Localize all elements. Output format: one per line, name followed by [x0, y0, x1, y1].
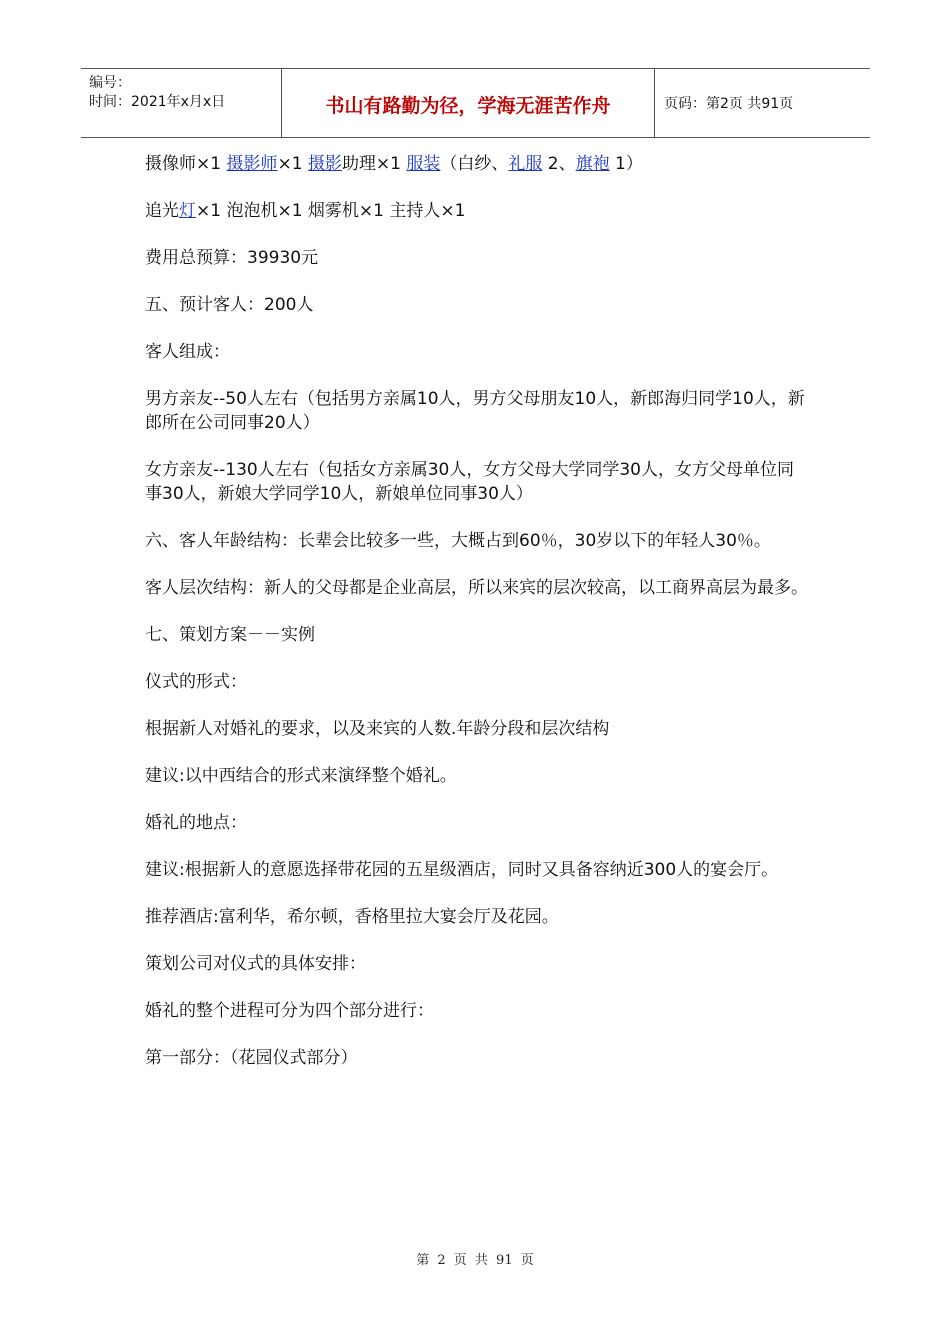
page-footer: 第 2 页 共 91 页	[416, 1253, 534, 1268]
paragraph: 客人层次结构：新人的父母都是企业高层，所以来宾的层次较高，以工商界高层为最多。	[145, 578, 808, 598]
paragraph: 五、预计客人：200人	[145, 295, 314, 315]
paragraph: 建议:以中西结合的形式来演绎整个婚礼。	[145, 766, 457, 786]
paragraph: 女方亲友--130人左右（包括女方亲属30人，女方父母大学同学30人，女方父母单位同事30人，新娘大学同学10人，新娘单位同事30人）	[145, 460, 794, 504]
text-run: ×1	[277, 154, 308, 174]
link-light[interactable]: 灯	[179, 201, 196, 221]
link-gown[interactable]: 礼服	[508, 154, 543, 174]
header-motto-cell	[281, 69, 655, 137]
equipment-line-2	[145, 199, 810, 223]
link-costume[interactable]: 服装	[406, 154, 441, 174]
paragraph: 六、客人年龄结构：长辈会比较多一些，大概占到60％，30岁以下的年轻人30％。	[145, 531, 771, 551]
paragraph: 推荐酒店:富利华，希尔顿，香格里拉大宴会厅及花园。	[145, 907, 559, 927]
document-body	[145, 152, 810, 1093]
text-run: 助理×1	[341, 154, 407, 174]
header-page-cell	[654, 69, 870, 137]
text-run: ×1 泡泡机×1 烟雾机×1 主持人×1	[196, 201, 466, 221]
equipment-line-1	[145, 152, 810, 176]
paragraph: 根据新人对婚礼的要求，以及来宾的人数.年龄分段和层次结构	[145, 719, 610, 739]
text-run: 2、	[542, 154, 576, 174]
paragraph: 客人组成：	[145, 342, 230, 362]
paragraph: 策划公司对仪式的具体安排：	[145, 954, 366, 974]
header-motto: 书山有路勤为径，学海无涯苦作舟	[325, 95, 611, 117]
paragraph: 七、策划方案－－实例	[145, 625, 315, 645]
document-header	[81, 68, 870, 138]
text-run: 追光	[145, 201, 179, 221]
link-qipao[interactable]: 旗袍	[575, 154, 610, 174]
text-run: （白纱、	[440, 154, 509, 174]
paragraph: 建议:根据新人的意愿选择带花园的五星级酒店，同时又具备容纳近300人的宴会厅。	[145, 860, 779, 880]
paragraph: 费用总预算：39930元	[145, 248, 319, 268]
paragraph: 婚礼的整个进程可分为四个部分进行：	[145, 1001, 434, 1021]
link-photographer[interactable]: 摄影师	[226, 154, 278, 174]
text-run: 1）	[609, 154, 643, 174]
document-date-label: 时间：2021年x月x日	[89, 94, 226, 110]
header-meta-cell	[81, 69, 281, 137]
document-number-label: 编号：	[89, 75, 131, 91]
paragraph: 男方亲友--50人左右（包括男方亲属10人，男方父母朋友10人，新郎海归同学10人，新郎所在公司同事20人）	[145, 389, 805, 433]
header-page-label: 页码：第2页 共91页	[664, 96, 794, 112]
text-run: 摄像师×1	[145, 154, 227, 174]
paragraph: 仪式的形式：	[145, 672, 247, 692]
paragraph: 婚礼的地点：	[145, 813, 247, 833]
paragraph: 第一部分：（花园仪式部分）	[145, 1048, 358, 1068]
link-photography[interactable]: 摄影	[307, 154, 342, 174]
